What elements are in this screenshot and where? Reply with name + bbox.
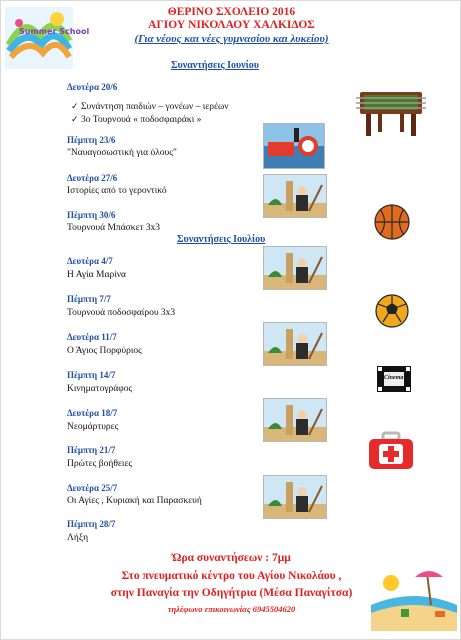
july-event-7: Οι Αγίες , Κυριακή και Παρασκευή xyxy=(67,496,202,506)
july-day-6: Πέμπτη 21/7 xyxy=(67,445,116,455)
cinema-label: Cinema xyxy=(384,375,404,381)
check-icon: ✓ xyxy=(71,114,79,124)
title-line-1: ΘΕΡΙΝΟ ΣΧΟΛΕΙΟ 2016 xyxy=(167,6,296,18)
saint-story-image-1 xyxy=(263,174,327,218)
june-bullet-2: ✓ 3ο Τουρνουά « ποδοσφαιράκι » xyxy=(71,114,202,125)
july-day-1: Δευτέρα 4/7 xyxy=(67,256,113,266)
basketball-image xyxy=(373,203,411,241)
july-day-2: Πέμπτη 7/7 xyxy=(67,294,111,304)
first-aid-kit-image xyxy=(367,431,415,471)
june-day-3: Δευτέρα 27/6 xyxy=(67,173,118,183)
july-event-5: Νεομάρτυρες xyxy=(67,422,119,432)
lifeguard-photo xyxy=(263,123,325,169)
saint-story-image-5 xyxy=(263,475,327,519)
title-line-3: (Για νέους και νέες γυμνασίου και λυκείου) xyxy=(134,33,329,45)
logo-text: Summer School xyxy=(19,27,90,36)
saint-story-image-3 xyxy=(263,322,327,366)
july-event-4: Κινηματογράφος xyxy=(67,384,133,394)
contact-phone: τηλέφωνο επικοινωνίας 6945504620 xyxy=(167,604,296,614)
july-event-3: Ο Άγιος Πορφύριος xyxy=(67,346,142,356)
june-day-2: Πέμπτη 23/6 xyxy=(67,135,116,145)
june-section-title: Συναντήσεις Ιουνίου xyxy=(171,60,259,71)
july-event-1: Η Αγία Μαρίνα xyxy=(67,270,127,280)
july-event-8: Λήξη xyxy=(67,533,89,543)
check-icon: ✓ xyxy=(71,101,79,111)
football-image xyxy=(374,293,410,329)
july-day-3: Δευτέρα 11/7 xyxy=(67,332,117,342)
july-event-2: Τουρνουά ποδοσφαίρου 3x3 xyxy=(67,308,176,318)
venue-line-1: Στο πνευματικό κέντρο του Αγίου Νικολάου , xyxy=(121,570,342,582)
june-event-2: "Ναυαγοσωστική για όλους" xyxy=(67,148,177,158)
july-day-7: Δευτέρα 25/7 xyxy=(67,483,118,493)
june-bullet-1: ✓ Συνάντηση παιδιών – γονέων – ιερέων xyxy=(71,101,229,112)
beach-summer-image xyxy=(371,565,457,631)
july-day-4: Πέμπτη 14/7 xyxy=(67,370,116,380)
june-day-4: Πέμπτη 30/6 xyxy=(67,210,116,220)
venue-line-2: στην Παναγία την Οδηγήτρια (Μέσα Παναγίτσα) xyxy=(110,587,353,599)
june-day-1: Δευτέρα 20/6 xyxy=(67,82,118,92)
july-event-6: Πρώτες βοήθειες xyxy=(67,459,133,469)
title-line-2: ΑΓΙΟΥ ΝΙΚΟΛΑΟΥ ΧΑΛΚΙΔΟΣ xyxy=(148,19,315,31)
saint-story-image-2 xyxy=(263,246,327,290)
meeting-time: Ώρα συναντήσεων : 7μμ xyxy=(172,552,291,564)
june-event-3: Ιστορίες από το γεροντικό xyxy=(67,186,167,196)
july-day-5: Δευτέρα 18/7 xyxy=(67,408,118,418)
july-section-title: Συναντήσεις Ιουλίου xyxy=(177,234,266,245)
saint-story-image-4 xyxy=(263,398,327,442)
july-day-8: Πέμπτη 28/7 xyxy=(67,519,116,529)
june-event-4: Τουρνουά Μπάσκετ 3x3 xyxy=(67,223,161,233)
foosball-table-image xyxy=(356,84,426,138)
